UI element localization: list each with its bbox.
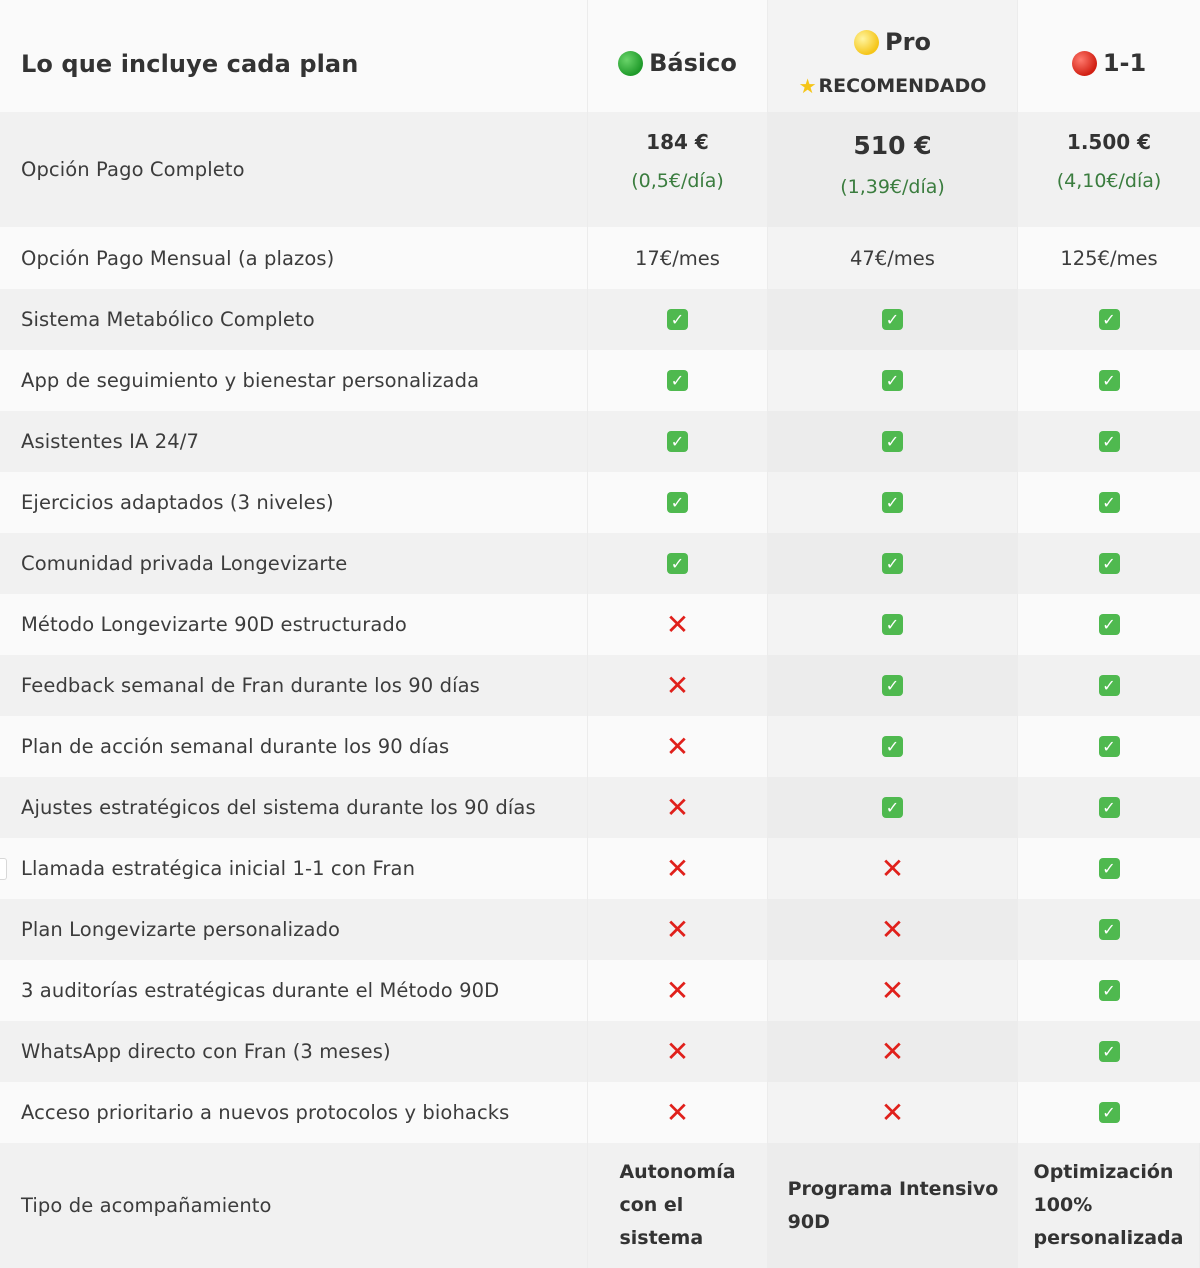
check-icon: ✓ [667,492,688,513]
cross-icon: ✕ [665,912,690,946]
plan-name: Básico [649,49,737,77]
feature-cell-basico [588,655,768,716]
feature-cell-basico [588,838,768,899]
feature-label: Acceso prioritario a nuevos protocolos y biohacks [0,1082,588,1143]
check-icon: ✓ [1099,614,1120,635]
feature-cell-basico [588,533,768,594]
price-value: 1.500 € [1066,130,1152,154]
cross-icon: ✕ [880,973,905,1007]
check-icon: ✓ [882,553,903,574]
check-icon: ✓ [1099,736,1120,757]
cross-icon: ✕ [880,1095,905,1129]
feature-cell-pro [768,289,1018,350]
check-icon: ✓ [1099,370,1120,391]
feature-cell-basico [588,716,768,777]
cross-icon: ✕ [880,912,905,946]
check-icon: ✓ [882,309,903,330]
support-pro: Programa Intensivo 90D [768,1143,1018,1268]
check-icon: ✓ [882,492,903,513]
feature-cell-1-1 [1018,472,1200,533]
feature-cell-1-1 [1018,533,1200,594]
feature-cell-1-1 [1018,777,1200,838]
plan-header-basico [588,0,768,112]
recommended-badge: ★ RECOMENDADO [798,74,987,98]
feature-cell-basico [588,472,768,533]
feature-cell-pro [768,1021,1018,1082]
cross-icon: ✕ [665,607,690,641]
feature-label: Feedback semanal de Fran durante los 90 días [0,655,588,716]
row-label-full-payment: Opción Pago Completo [0,112,588,227]
price-value: 510 € [853,131,932,160]
check-icon: ✓ [1099,553,1120,574]
check-icon: ✓ [1099,675,1120,696]
feature-cell-basico [588,411,768,472]
check-icon: ✓ [667,309,688,330]
check-icon: ✓ [1099,858,1120,879]
feature-label: Sistema Metabólico Completo [0,289,588,350]
feature-cell-basico [588,1082,768,1143]
feature-label: Ejercicios adaptados (3 niveles) [0,472,588,533]
feature-cell-1-1 [1018,655,1200,716]
cross-icon: ✕ [665,1034,690,1068]
price-value: 184 € [646,130,709,154]
feature-cell-pro [768,716,1018,777]
cross-icon: ✕ [880,851,905,885]
price-per-day: (0,5€/día) [631,170,724,192]
feature-cell-pro [768,1082,1018,1143]
green-circle-icon [618,51,643,76]
feature-label: Asistentes IA 24/7 [0,411,588,472]
check-icon: ✓ [1099,980,1120,1001]
feature-cell-basico [588,594,768,655]
yellow-circle-icon [854,30,879,55]
feature-cell-pro [768,594,1018,655]
check-icon: ✓ [1099,1102,1120,1123]
feature-label: Comunidad privada Longevizarte [0,533,588,594]
check-icon: ✓ [1099,1041,1120,1062]
feature-cell-1-1 [1018,289,1200,350]
header-title-cell [0,0,588,112]
check-icon: ✓ [882,370,903,391]
feature-cell-1-1 [1018,594,1200,655]
feature-cell-pro [768,350,1018,411]
row-drag-handle[interactable] [0,858,7,880]
feature-label: Ajustes estratégicos del sistema durante los 90 días [0,777,588,838]
price-basico [588,112,768,227]
check-icon: ✓ [882,736,903,757]
check-icon: ✓ [1099,797,1120,818]
feature-label: Plan Longevizarte personalizado [0,899,588,960]
feature-cell-pro [768,777,1018,838]
feature-cell-basico [588,1021,768,1082]
feature-cell-pro [768,838,1018,899]
price-per-day: (1,39€/día) [840,176,945,198]
monthly-basico: 17€/mes [588,227,768,289]
cross-icon: ✕ [665,729,690,763]
plan-header-1-1 [1018,0,1200,112]
monthly-pro: 47€/mes [768,227,1018,289]
feature-cell-1-1 [1018,716,1200,777]
feature-label: 3 auditorías estratégicas durante el Método 90D [0,960,588,1021]
feature-cell-1-1 [1018,1021,1200,1082]
cross-icon: ✕ [665,973,690,1007]
feature-label: WhatsApp directo con Fran (3 meses) [0,1021,588,1082]
cross-icon: ✕ [880,1034,905,1068]
feature-label: Plan de acción semanal durante los 90 días [0,716,588,777]
feature-cell-pro [768,899,1018,960]
plan-header-pro [768,0,1018,112]
feature-cell-basico [588,350,768,411]
check-icon: ✓ [667,370,688,391]
check-icon: ✓ [1099,309,1120,330]
feature-cell-1-1 [1018,899,1200,960]
feature-cell-1-1 [1018,350,1200,411]
red-circle-icon [1072,51,1097,76]
feature-cell-basico [588,777,768,838]
cross-icon: ✕ [665,790,690,824]
check-icon: ✓ [1099,431,1120,452]
feature-cell-pro [768,960,1018,1021]
feature-label: Método Longevizarte 90D estructurado [0,594,588,655]
cross-icon: ✕ [665,851,690,885]
row-label-monthly-payment: Opción Pago Mensual (a plazos) [0,227,588,289]
plan-name: Pro [885,28,931,56]
feature-cell-pro [768,411,1018,472]
support-basico: Autonomía con el sistema [588,1143,768,1268]
feature-cell-basico [588,899,768,960]
feature-cell-basico [588,960,768,1021]
check-icon: ✓ [1099,919,1120,940]
price-1-1 [1018,112,1200,227]
feature-cell-pro [768,533,1018,594]
cross-icon: ✕ [665,668,690,702]
check-icon: ✓ [882,431,903,452]
row-label-support-type: Tipo de acompañamiento [0,1143,588,1268]
check-icon: ✓ [1099,492,1120,513]
feature-cell-basico [588,289,768,350]
check-icon: ✓ [882,675,903,696]
page-title: Lo que incluye cada plan [21,50,359,78]
feature-cell-pro [768,472,1018,533]
check-icon: ✓ [882,614,903,635]
monthly-1-1: 125€/mes [1018,227,1200,289]
feature-cell-pro [768,655,1018,716]
feature-cell-1-1 [1018,411,1200,472]
price-per-day: (4,10€/día) [1056,170,1162,192]
price-pro [768,112,1018,227]
check-icon: ✓ [667,431,688,452]
feature-cell-1-1 [1018,838,1200,899]
support-1-1: Optimización 100% personalizada [1018,1143,1200,1268]
check-icon: ✓ [667,553,688,574]
plan-name: 1-1 [1102,49,1147,77]
feature-cell-1-1 [1018,960,1200,1021]
feature-label: App de seguimiento y bienestar personalizada [0,350,588,411]
check-icon: ✓ [882,797,903,818]
feature-label: Llamada estratégica inicial 1-1 con Fran [0,838,588,899]
cross-icon: ✕ [665,1095,690,1129]
feature-cell-1-1 [1018,1082,1200,1143]
star-icon: ★ [798,74,817,98]
